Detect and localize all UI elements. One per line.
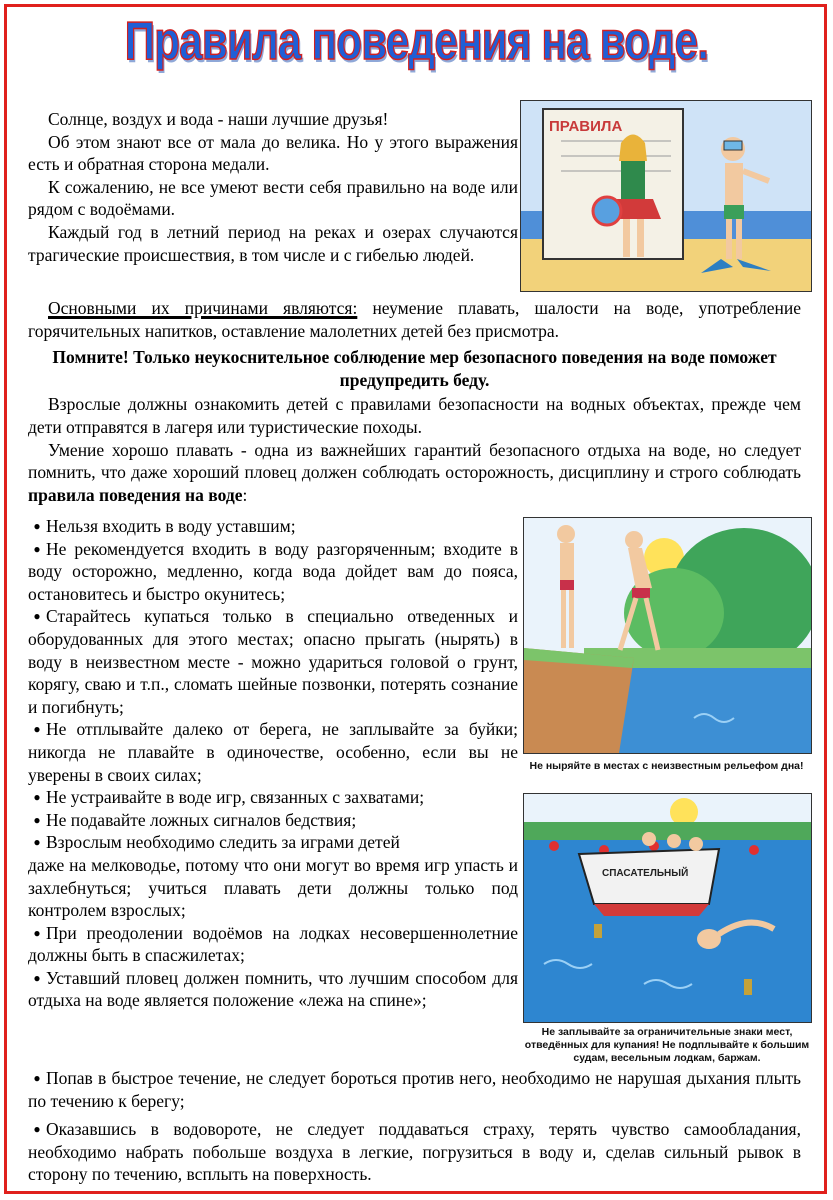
intro-paragraph: Солнце, воздух и вода - наши лучшие друзья!: [48, 109, 389, 129]
rule-item: ● Не подавайте ложных сигналов бедствия;: [33, 809, 357, 830]
rule-item: ● Попав в быстрое течение, не следует бороться против него, необходимо не нарушая дыхания плыть по течению к берегу;: [28, 1068, 801, 1111]
page-title: Правила поведения на воде.: [124, 11, 709, 71]
main-text-block: [28, 297, 801, 506]
rule-item: ● Оказавшись в водовороте, не следует поддаваться страху, терять чувство самообладания, необходимо набрать побольше воздуха в легкие, погрузиться в воду и, сделав сильный рывок в сторону по течению, всплыть на поверхность.: [28, 1119, 801, 1185]
causes-text: неумение плавать, шалости на воде, употребление горячительных напитков, оставление малолетних детей без присмотра.: [28, 298, 801, 341]
sign-text: ПРАВИЛА: [549, 118, 623, 135]
swim-caption: Не заплывайте за ограничительные знаки мест, отведённых для купания! Не подплывайте к большим судам, весельным лодкам, баржам.: [524, 1026, 810, 1064]
intro-block: [28, 108, 518, 266]
causes-label: Основными их причинами являются:: [48, 298, 358, 318]
swim-text: Умение хорошо плавать - одна из важнейших гарантий безопасного отдыха на воде, но следует помнить, что даже хороший пловец должен соблюдать осторожность, дисциплину и строго соблюдать: [28, 439, 801, 483]
adults-paragraph: Взрослые должны ознакомить детей с правилами безопасности на водных объектах, прежде чем дети отправятся в лагеря или туристические походы.: [28, 394, 801, 437]
rules-left-column: [28, 515, 518, 1012]
rule-item: ● Взрослым необходимо следить за играми детей даже на мелководье, потому что они могут во время игр упасть и захлебнуться; учиться плавать дети должны только под контролем взрослых;: [28, 832, 518, 921]
rule-item: ● Не устраивайте в воде игр, связанных с захватами;: [33, 787, 425, 808]
rule-item: ● Не отплывайте далеко от берега, не заплывайте за буйки; никогда не плавайте в одиночестве, особенно, если вы не уверены в своих силах;: [28, 719, 518, 785]
causes-paragraph: [28, 297, 801, 342]
rule-item: ● Уставший пловец должен помнить, что лучшим способом для отдыха на воде является положение «лежа на спине»;: [28, 967, 518, 1011]
swim-end: :: [242, 484, 248, 505]
rule-item: ● Не рекомендуется входить в воду разгоряченным; входите в воду осторожно, медленно, когда вода дойдет вам до пояса, остановитесь и быстро окунитесь;: [28, 538, 518, 604]
rule-item: ● Нельзя входить в воду уставшим;: [33, 516, 296, 536]
dive-caption: Не ныряйте в местах с неизвестным рельефом дна!: [529, 760, 804, 772]
swim-bold: правила поведения на воде: [28, 484, 243, 505]
warning-text: Помните! Только неукоснительное соблюдение мер безопасного поведения на воде поможет предупредить беду.: [52, 347, 777, 390]
swim-paragraph: [28, 439, 801, 507]
intro-paragraph: Каждый год в летний период на реках и озерах случаются трагические происшествия, в том числе и с гибелью людей.: [28, 221, 518, 265]
rules-bottom: [28, 1067, 801, 1186]
rule-item: ● Старайтесь купаться только в специально отведенных и оборудованных для этого местах; опасно прыгать (нырять) в воду в неизвестном месте - можно удариться головой о грунт, корягу, сваю и т.п., сломать шейные позвонки, потерять сознание и погибнуть;: [28, 606, 518, 717]
boat-text: СПАСАТЕЛЬНЫЙ: [602, 868, 689, 879]
intro-paragraph: К сожалению, не все умеют вести себя правильно на воде или рядом с водоёмами.: [28, 176, 518, 220]
rule-item: ● При преодолении водоёмов на лодках несовершеннолетние должны быть в спасжилетах;: [28, 922, 518, 966]
rules-sign-illustration: [520, 100, 812, 292]
boat-illustration: [523, 793, 812, 1023]
intro-paragraph: Об этом знают все от мала до велика. Но у этого выражения есть и обратная сторона медали.: [28, 131, 518, 175]
diving-illustration: [523, 517, 812, 754]
